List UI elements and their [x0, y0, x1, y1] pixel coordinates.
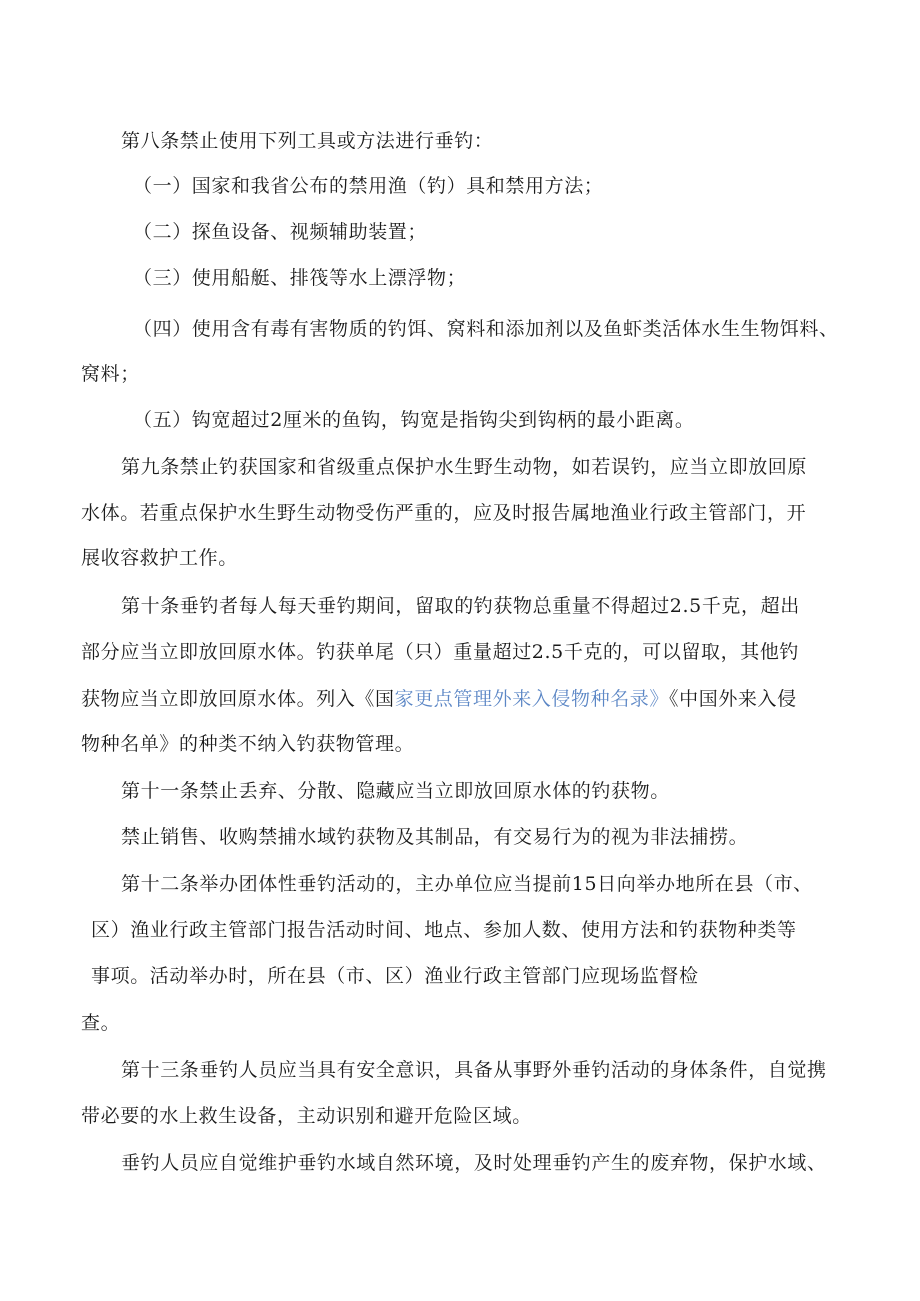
article-10-text-end: 物种名单》的种类不纳入钓获物管理。 [81, 733, 415, 755]
article-9-text-cont: 水体。若重点保护水生野生动物受伤严重的，应及时报告属地渔业行政主管部门，开 [81, 502, 807, 524]
article-13-text-2: 垂钓人员应自觉维护垂钓水域自然环境，及时处理垂钓产生的废弃物，保护水域、 [121, 1152, 827, 1174]
article-8-item-4: （四）使用含有毒有害物质的钓饵、窝料和添加剂以及鱼虾类活体水生生物饵料、 [133, 318, 839, 340]
article-8-item-3: （三）使用船艇、排筏等水上漂浮物； [133, 267, 467, 289]
invasive-species-list-link[interactable]: 家更点管理外来入侵物种名录》 [394, 688, 670, 710]
article-12-text-end: 查。 [81, 1012, 121, 1034]
article-8-item-4-cont: 窝料； [81, 363, 140, 385]
article-12-text-cont-2: 事项。活动举办时，所在县（市、区）渔业行政主管部门应现场监督检 [91, 965, 699, 987]
article-10-text-cont-2 [81, 686, 797, 712]
article-9-text-end: 展收容救护工作。 [81, 547, 238, 569]
article-8-item-1: （一）国家和我省公布的禁用渔（钓）具和禁用方法； [133, 175, 604, 197]
article-8-item-5: （五）钩宽超过2厘米的鱼钩，钩宽是指钩尖到钩柄的最小距离。 [133, 409, 695, 431]
article-13-text-cont: 带必要的水上救生设备，主动识别和避开危险区域。 [81, 1105, 532, 1127]
article-8-item-2: （二）探鱼设备、视频辅助装置； [133, 221, 428, 243]
article-8-heading: 第八条禁止使用下列工具或方法进行垂钓： [121, 130, 494, 152]
article-10-text-prefix: 获物应当立即放回原水体。列入《国 [81, 688, 395, 710]
article-12-text: 第十二条举办团体性垂钓活动的，主办单位应当提前15日向举办地所在县（市、 [121, 873, 813, 895]
article-9-text: 第九条禁止钓获国家和省级重点保护水生野生动物，如若误钓，应当立即放回原 [121, 456, 808, 478]
article-10-text-suffix: 《中国外来入侵 [669, 688, 797, 710]
article-13-text: 第十三条垂钓人员应当具有安全意识，具备从事野外垂钓活动的身体条件，自觉携 [121, 1059, 827, 1081]
article-10-text-cont: 部分应当立即放回原水体。钓获单尾（只）重量超过2.5千克的，可以留取，其他钓 [81, 641, 800, 663]
article-11-text-2: 禁止销售、收购禁捕水域钓获物及其制品，有交易行为的视为非法捕捞。 [121, 826, 749, 848]
article-12-text-cont: 区）渔业行政主管部门报告活动时间、地点、参加人数、使用方法和钓获物种类等 [91, 919, 797, 941]
article-11-text: 第十一条禁止丢弃、分散、隐藏应当立即放回原水体的钓获物。 [121, 780, 670, 802]
article-10-text: 第十条垂钓者每人每天垂钓期间，留取的钓获物总重量不得超过2.5千克，超出 [121, 595, 800, 617]
